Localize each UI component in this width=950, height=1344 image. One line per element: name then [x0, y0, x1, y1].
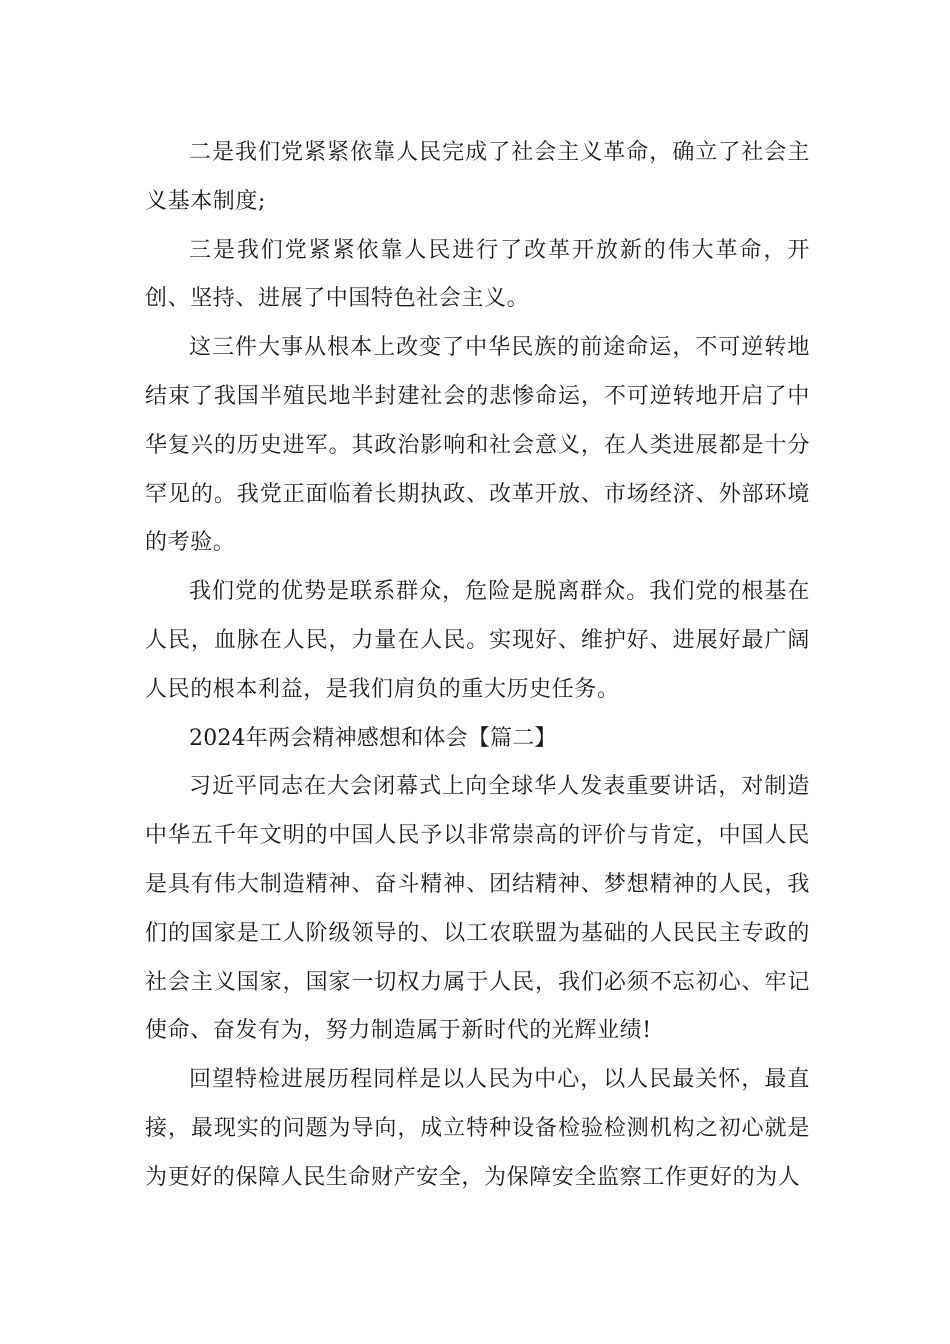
paragraph-5: 习近平同志在大会闭幕式上向全球华人发表重要讲话，对制造中华五千年文明的中国人民予以非常崇高的评价与肯定，中国人民是具有伟大制造精神、奋斗精神、团结精神、梦想精神的人民，我们的国家是工人阶级领导的、以工农联盟为基础的人民民主专政的社会主义国家，国家一切权力属于人民，我们必须不忘初心、牢记使命、奋发有为，努力制造属于新时代的光辉业绩! [145, 774, 810, 1044]
document-body [145, 129, 810, 1203]
section-heading: 2024年两会精神感想和体会【篇二】 [189, 725, 557, 751]
paragraph-6: 回望特检进展历程同样是以人民为中心，以人民最关怀，最直接，最现实的问题为导向，成立特种设备检验检测机构之初心就是为更好的保障人民生命财产安全，为保障安全监察工作更好的为人 [145, 1067, 810, 1190]
paragraph-4: 我们党的优势是联系群众，危险是脱离群众。我们党的根基在人民，血脉在人民，力量在人民。实现好、维护好、进展好最广阔人民的根本利益，是我们肩负的重大历史任务。 [145, 579, 810, 702]
paragraph-2: 三是我们党紧紧依靠人民进行了改革开放新的伟大革命，开创、坚持、进展了中国特色社会主义。 [145, 237, 810, 312]
paragraph-1: 二是我们党紧紧依靠人民完成了社会主义革命，确立了社会主义基本制度; [145, 140, 810, 214]
paragraph-3: 这三件大事从根本上改变了中华民族的前途命运，不可逆转地结束了我国半殖民地半封建社会的悲惨命运，不可逆转地开启了中华复兴的历史进军。其政治影响和社会意义，在人类进展都是十分罕见的。我党正面临着长期执政、改革开放、市场经济、外部环境的考验。 [145, 335, 810, 556]
